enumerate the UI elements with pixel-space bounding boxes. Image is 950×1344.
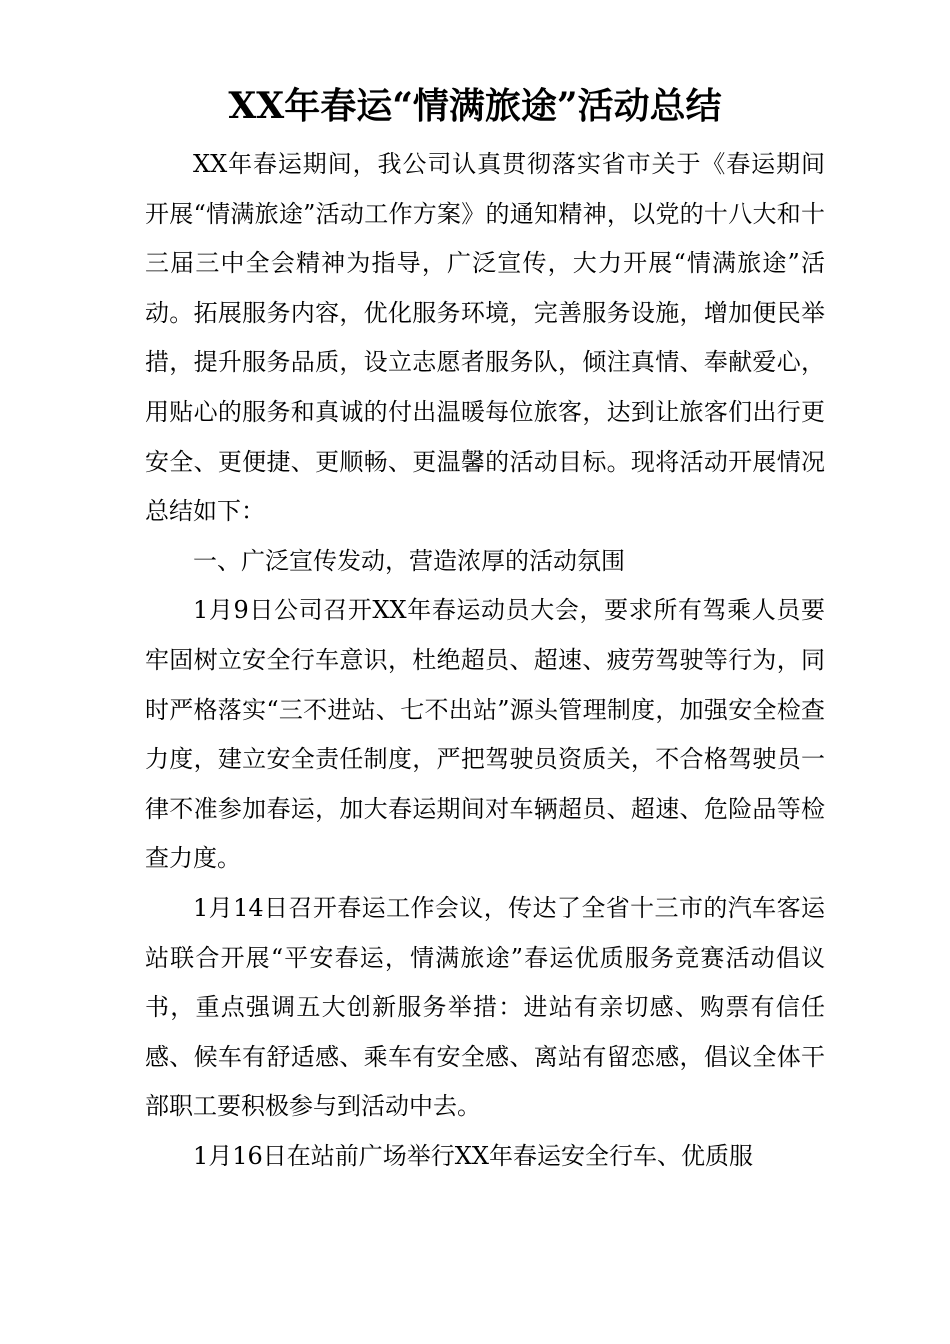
- paragraph-jan14: 1月14日召开春运工作会议，传达了全省十三市的汽车客运站联合开展“平安春运，情满旅途”春运优质服务竞赛活动倡议书，重点强调五大创新服务举措：进站有亲切感、购票有信任感、候车有舒适感、乘车有安全感、离站有留恋感，倡议全体干部职工要积极参与到活动中去。: [145, 893, 825, 1121]
- document-body: [145, 140, 825, 1181]
- paragraph-jan16: 1月16日在站前广场举行XX年春运安全行车、优质服: [193, 1141, 753, 1170]
- section-heading: 一、广泛宣传发动，营造浓厚的活动氛围: [193, 546, 625, 575]
- document-title: XX年春运“情满旅途”活动总结: [228, 85, 722, 127]
- paragraph-jan9: 1月9日公司召开XX年春运动员大会，要求所有驾乘人员要牢固树立安全行车意识，杜绝超员、超速、疲劳驾驶等行为，同时严格落实“三不进站、七不出站”源头管理制度，加强安全检查力度，建立安全责任制度，严把驾驶员资质关，不合格驾驶员一律不准参加春运，加大春运期间对车辆超员、超速、危险品等检查力度。: [145, 596, 825, 873]
- paragraph-intro: XX年春运期间，我公司认真贯彻落实省市关于《春运期间开展“情满旅途”活动工作方案》的通知精神，以党的十八大和十三届三中全会精神为指导，广泛宣传，大力开展“情满旅途”活动。拓展服务内容，优化服务环境，完善服务设施，增加便民举措，提升服务品质，设立志愿者服务队，倾注真情、奉献爱心，用贴心的服务和真诚的付出温暖每位旅客，达到让旅客们出行更安全、更便捷、更顺畅、更温馨的活动目标。现将活动开展情况总结如下：: [145, 150, 825, 526]
